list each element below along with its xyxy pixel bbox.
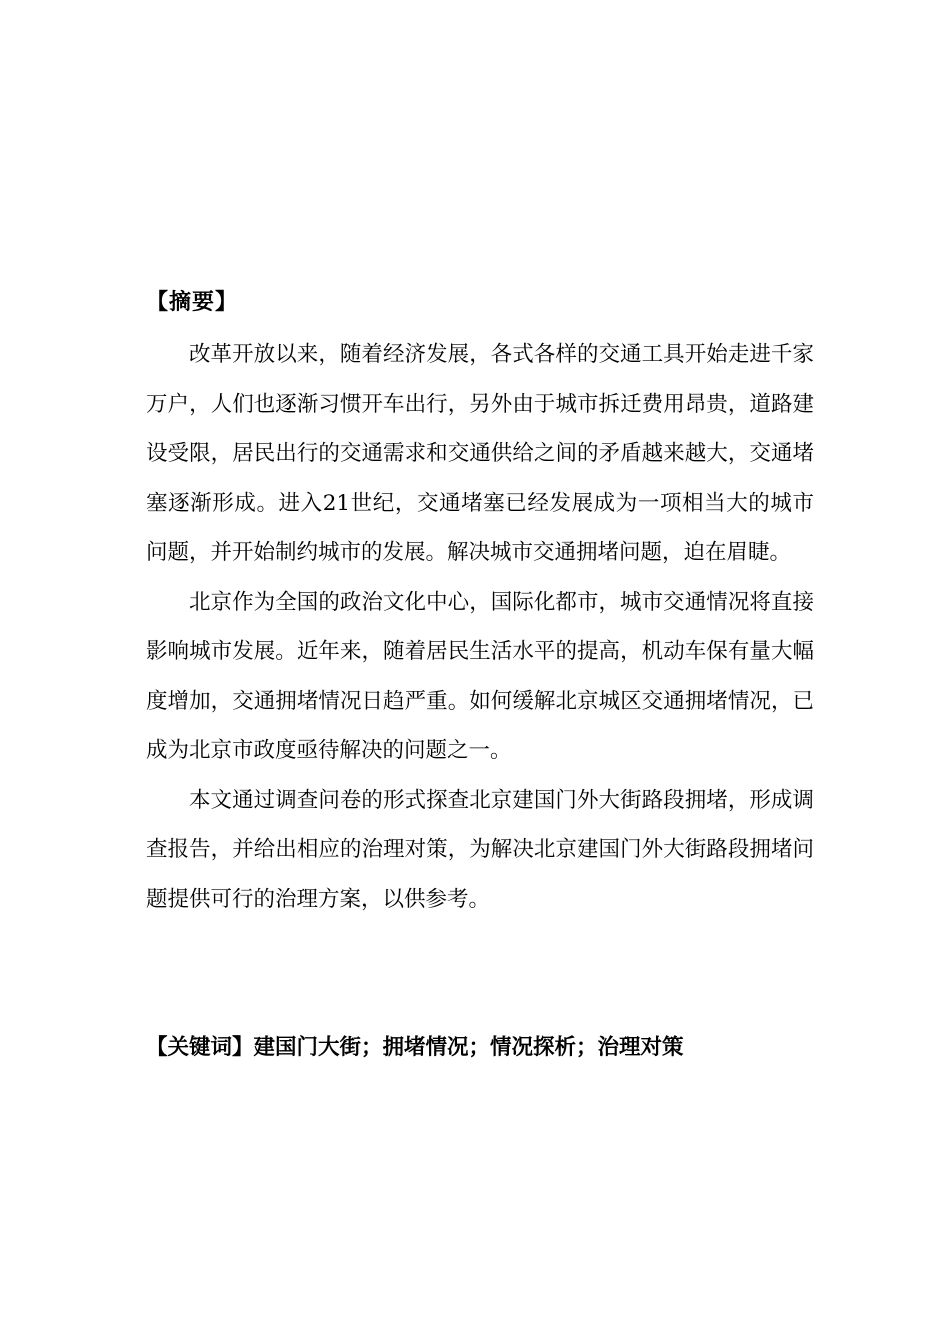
- abstract-paragraph-3: 本文通过调查问卷的形式探查北京建国门外大街路段拥堵，形成调查报告，并给出相应的治理对策，为解决北京建国门外大街路段拥堵问题提供可行的治理方案，以供参考。: [146, 787, 814, 912]
- abstract-heading: 【摘要】: [146, 289, 239, 315]
- abstract-paragraph-2: 北京作为全国的政治文化中心，国际化都市，城市交通情况将直接影响城市发展。近年来，随着居民生活水平的提高，机动车保有量大幅度增加，交通拥堵情况日趋严重。如何缓解北京城区交通拥堵情况，已成为北京市政度亟待解决的问题之一。: [146, 589, 814, 763]
- abstract-body: [146, 330, 814, 924]
- abstract-paragraph-1: 改革开放以来，随着经济发展，各式各样的交通工具开始走进千家万户，人们也逐渐习惯开车出行，另外由于城市拆迁费用昂贵，道路建设受限，居民出行的交通需求和交通供给之间的矛盾越来越大，交通堵塞逐渐形成。进入21世纪，交通堵塞已经发展成为一项相当大的城市问题，并开始制约城市的发展。解决城市交通拥堵问题，迫在眉睫。: [146, 342, 814, 565]
- keywords-line: 【关键词】建国门大街；拥堵情况；情况探析；治理对策: [146, 1035, 684, 1060]
